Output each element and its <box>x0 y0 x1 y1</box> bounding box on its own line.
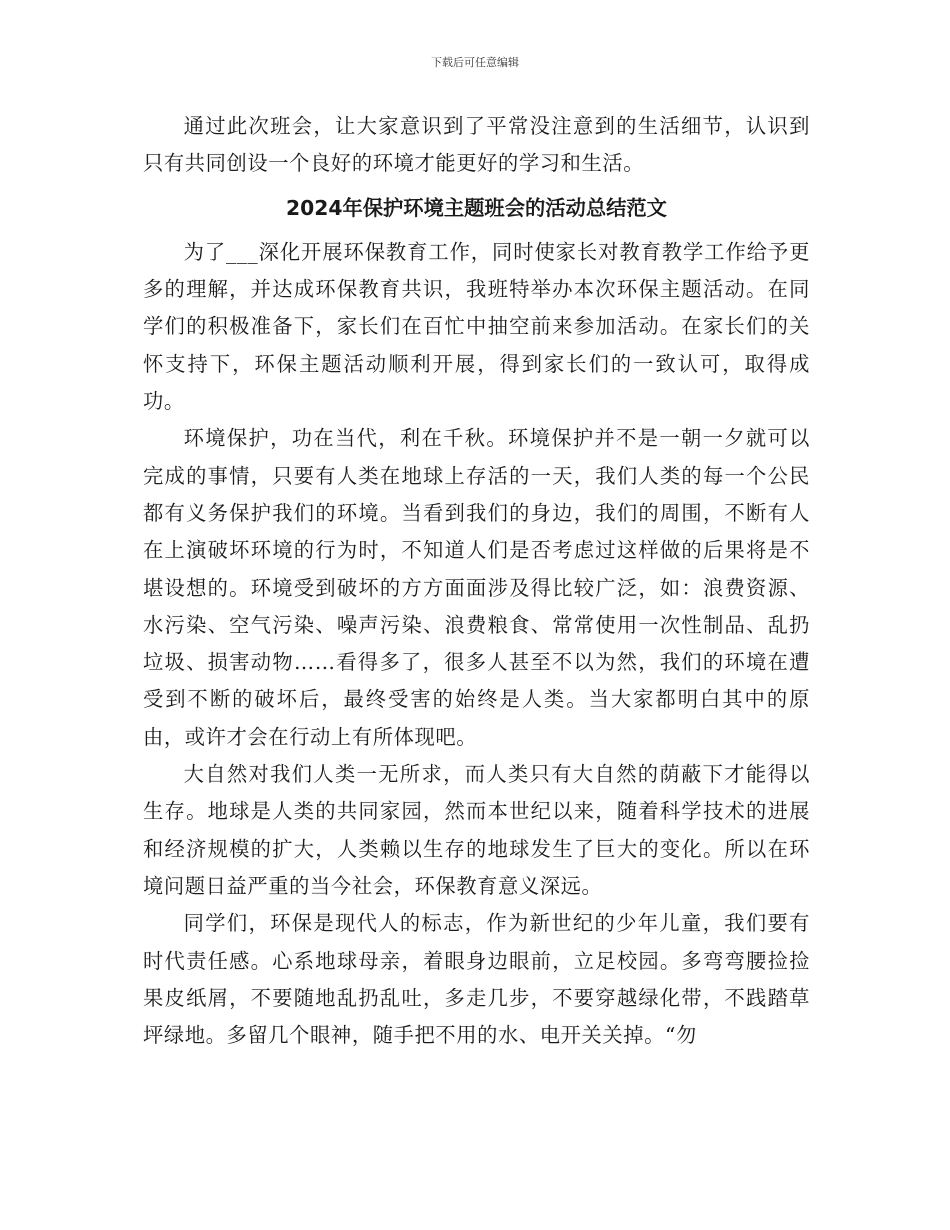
body-paragraph-2: 环境保护，功在当代，利在千秋。环境保护并不是一朝一夕就可以完成的事情，只要有人类在地球上存活的一天，我们人类的每一个公民都有义务保护我们的环境。当看到我们的身边，我们的周围，不断有人在上演破坏环境的行为时，不知道人们是否考虑过这样做的后果将是不堪设想的。环境受到破坏的方方面面涉及得比较广泛，如：浪费资源、水污染、空气污染、噪声污染、浪费粮食、常常使用一次性制品、乱扔垃圾、损害动物……看得多了，很多人甚至不以为然，我们的环境在遭受到不断的破坏后，最终受害的始终是人类。当大家都明白其中的原由，或许才会在行动上有所体现吧。 <box>143 426 810 749</box>
page-header: 下载后可任意编辑 <box>431 56 519 69</box>
body-paragraph-3: 大自然对我们人类一无所求，而人类只有大自然的荫蔽下才能得以生存。地球是人类的共同家园，然而本世纪以来，随着科学技术的进展和经济规模的扩大，人类赖以生存的地球发生了巨大的变化。所以在环境问题日益严重的当今社会，环保教育意义深远。 <box>143 762 810 898</box>
body-paragraph-1: 为了___深化开展环保教育工作，同时使家长对教育教学工作给予更多的理解，并达成环保教育共识，我班特举办本次环保主题活动。在同学们的积极准备下，家长们在百忙中抽空前来参加活动。在家长们的关怀支持下，环保主题活动顺利开展，得到家长们的一致认可，取得成功。 <box>143 239 810 414</box>
document-body <box>143 108 810 1054</box>
document-title: 2024年保护环境主题班会的活动总结范文 <box>286 195 667 220</box>
body-paragraph-4: 同学们，环保是现代人的标志，作为新世纪的少年儿童，我们要有时代责任感。心系地球母亲，着眼身边眼前，立足校园。多弯弯腰捡捡果皮纸屑，不要随地乱扔乱吐，多走几步，不要穿越绿化带，不践踏草坪绿地。多留几个眼神，随手把不用的水、电开关关掉。“勿 <box>143 911 810 1048</box>
intro-paragraph: 通过此次班会，让大家意识到了平常没注意到的生活细节，认识到只有共同创设一个良好的环境才能更好的学习和生活。 <box>143 114 810 176</box>
